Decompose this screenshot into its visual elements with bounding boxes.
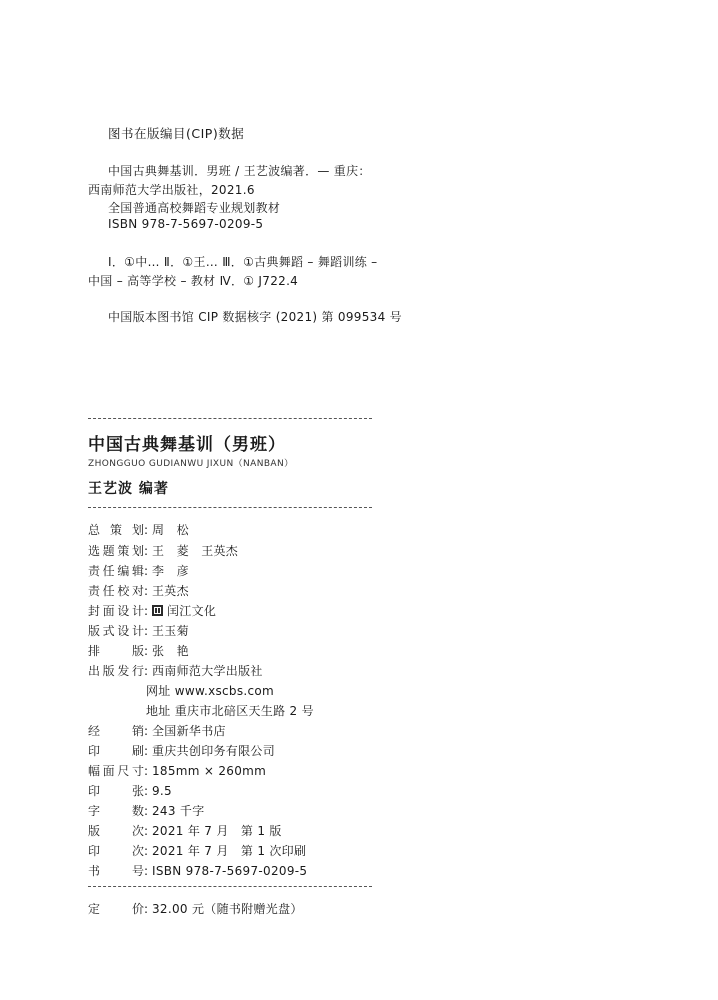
divider-middle <box>88 507 372 508</box>
book-pinyin-title: ZHONGGUO GUDIANWU JIXUN（NANBAN） <box>88 459 294 469</box>
credit-label: 选题策划 <box>88 544 144 558</box>
credit-row-general-planner: 总 策 划: 周 松 <box>88 523 189 537</box>
credit-value: 闰江文化 <box>167 604 217 618</box>
spec-label: 印 刷 <box>88 744 144 758</box>
credit-label: 版式设计 <box>88 624 144 638</box>
spec-label: 幅面尺寸 <box>88 764 144 778</box>
spec-row-printer: 印 刷: 重庆共创印务有限公司 <box>88 744 276 758</box>
spec-value: 185mm × 260mm <box>152 764 267 778</box>
divider-top <box>88 418 372 419</box>
spec-label: 版 次 <box>88 824 144 838</box>
cip-line-subject-2: 中国 – 高等学校 – 教材 Ⅳ．① J722.4 <box>88 274 299 288</box>
credit-label: 出版发行 <box>88 664 144 678</box>
divider-bottom <box>88 886 372 887</box>
spec-value: 2021 年 7 月 第 1 次印刷 <box>152 844 307 858</box>
price-label: 定 价 <box>88 902 144 916</box>
credit-value: 王玉菊 <box>152 624 189 638</box>
spec-label: 经 销 <box>88 724 144 738</box>
publisher-logo-icon <box>152 605 163 616</box>
price-value: 32.00 元（随书附赠光盘） <box>152 902 303 916</box>
cip-line-subject-1: Ⅰ．①中… Ⅱ．①王… Ⅲ．①古典舞蹈 – 舞蹈训练 – <box>108 255 378 269</box>
spec-value: 全国新华书店 <box>152 724 226 738</box>
credit-label: 排 版 <box>88 644 144 658</box>
spec-row-isbn: 书 号: ISBN 978-7-5697-0209-5 <box>88 864 308 878</box>
credit-row-layout-design: 版式设计: 王玉菊 <box>88 624 189 638</box>
credit-row-publisher: 出版发行: 西南师范大学出版社 <box>88 664 263 678</box>
credit-label: 封面设计 <box>88 604 144 618</box>
spec-row-printing: 印 次: 2021 年 7 月 第 1 次印刷 <box>88 844 307 858</box>
cip-line-series: 全国普通高校舞蹈专业规划教材 <box>108 201 281 215</box>
book-author: 王艺波 编著 <box>88 481 169 497</box>
book-title: 中国古典舞基训（男班） <box>88 435 286 455</box>
credit-value: 王英杰 <box>152 584 189 598</box>
credit-row-cover-design: 封面设计: 闰江文化 <box>88 604 217 618</box>
credit-label: 责任编辑 <box>88 564 144 578</box>
credit-value: 西南师范大学出版社 <box>152 664 263 678</box>
credit-row-editor: 责任编辑: 李 彦 <box>88 564 189 578</box>
spec-value: ISBN 978-7-5697-0209-5 <box>152 864 308 878</box>
publisher-address: 地址 重庆市北碚区天生路 2 号 <box>146 704 314 718</box>
credit-row-proofreader: 责任校对: 王英杰 <box>88 584 189 598</box>
spec-row-sheets: 印 张: 9.5 <box>88 784 172 798</box>
credit-value: 李 彦 <box>152 564 189 578</box>
cip-line-title: 中国古典舞基训．男班 / 王艺波编著．— 重庆： <box>108 164 371 178</box>
spec-label: 书 号 <box>88 864 144 878</box>
cip-line-record: 中国版本图书馆 CIP 数据核字 (2021) 第 099534 号 <box>108 310 402 324</box>
credit-label: 责任校对 <box>88 584 144 598</box>
spec-value: 9.5 <box>152 784 172 798</box>
credit-row-typesetting: 排 版: 张 艳 <box>88 644 189 658</box>
spec-label: 印 张 <box>88 784 144 798</box>
spec-value: 重庆共创印务有限公司 <box>152 744 276 758</box>
credit-value: 张 艳 <box>152 644 189 658</box>
credit-value: 周 松 <box>152 523 189 537</box>
credit-label: 总 策 划 <box>88 523 144 537</box>
spec-row-word-count: 字 数: 243 千字 <box>88 804 205 818</box>
spec-value: 2021 年 7 月 第 1 版 <box>152 824 282 838</box>
credit-row-topic-planner: 选题策划: 王 菱 王英杰 <box>88 544 239 558</box>
cip-line-isbn: ISBN 978-7-5697-0209-5 <box>108 217 264 231</box>
spec-row-format: 幅面尺寸: 185mm × 260mm <box>88 764 267 778</box>
cip-heading: 图书在版编目(CIP)数据 <box>108 126 245 141</box>
cip-line-publisher: 西南师范大学出版社，2021.6 <box>88 183 255 197</box>
publisher-website: 网址 www.xscbs.com <box>146 684 275 698</box>
spec-row-distributor: 经 销: 全国新华书店 <box>88 724 226 738</box>
spec-label: 印 次 <box>88 844 144 858</box>
spec-label: 字 数 <box>88 804 144 818</box>
spec-value: 243 千字 <box>152 804 205 818</box>
credit-value: 王 菱 王英杰 <box>152 544 239 558</box>
price-row: 定 价: 32.00 元（随书附赠光盘） <box>88 902 303 916</box>
spec-row-edition: 版 次: 2021 年 7 月 第 1 版 <box>88 824 282 838</box>
